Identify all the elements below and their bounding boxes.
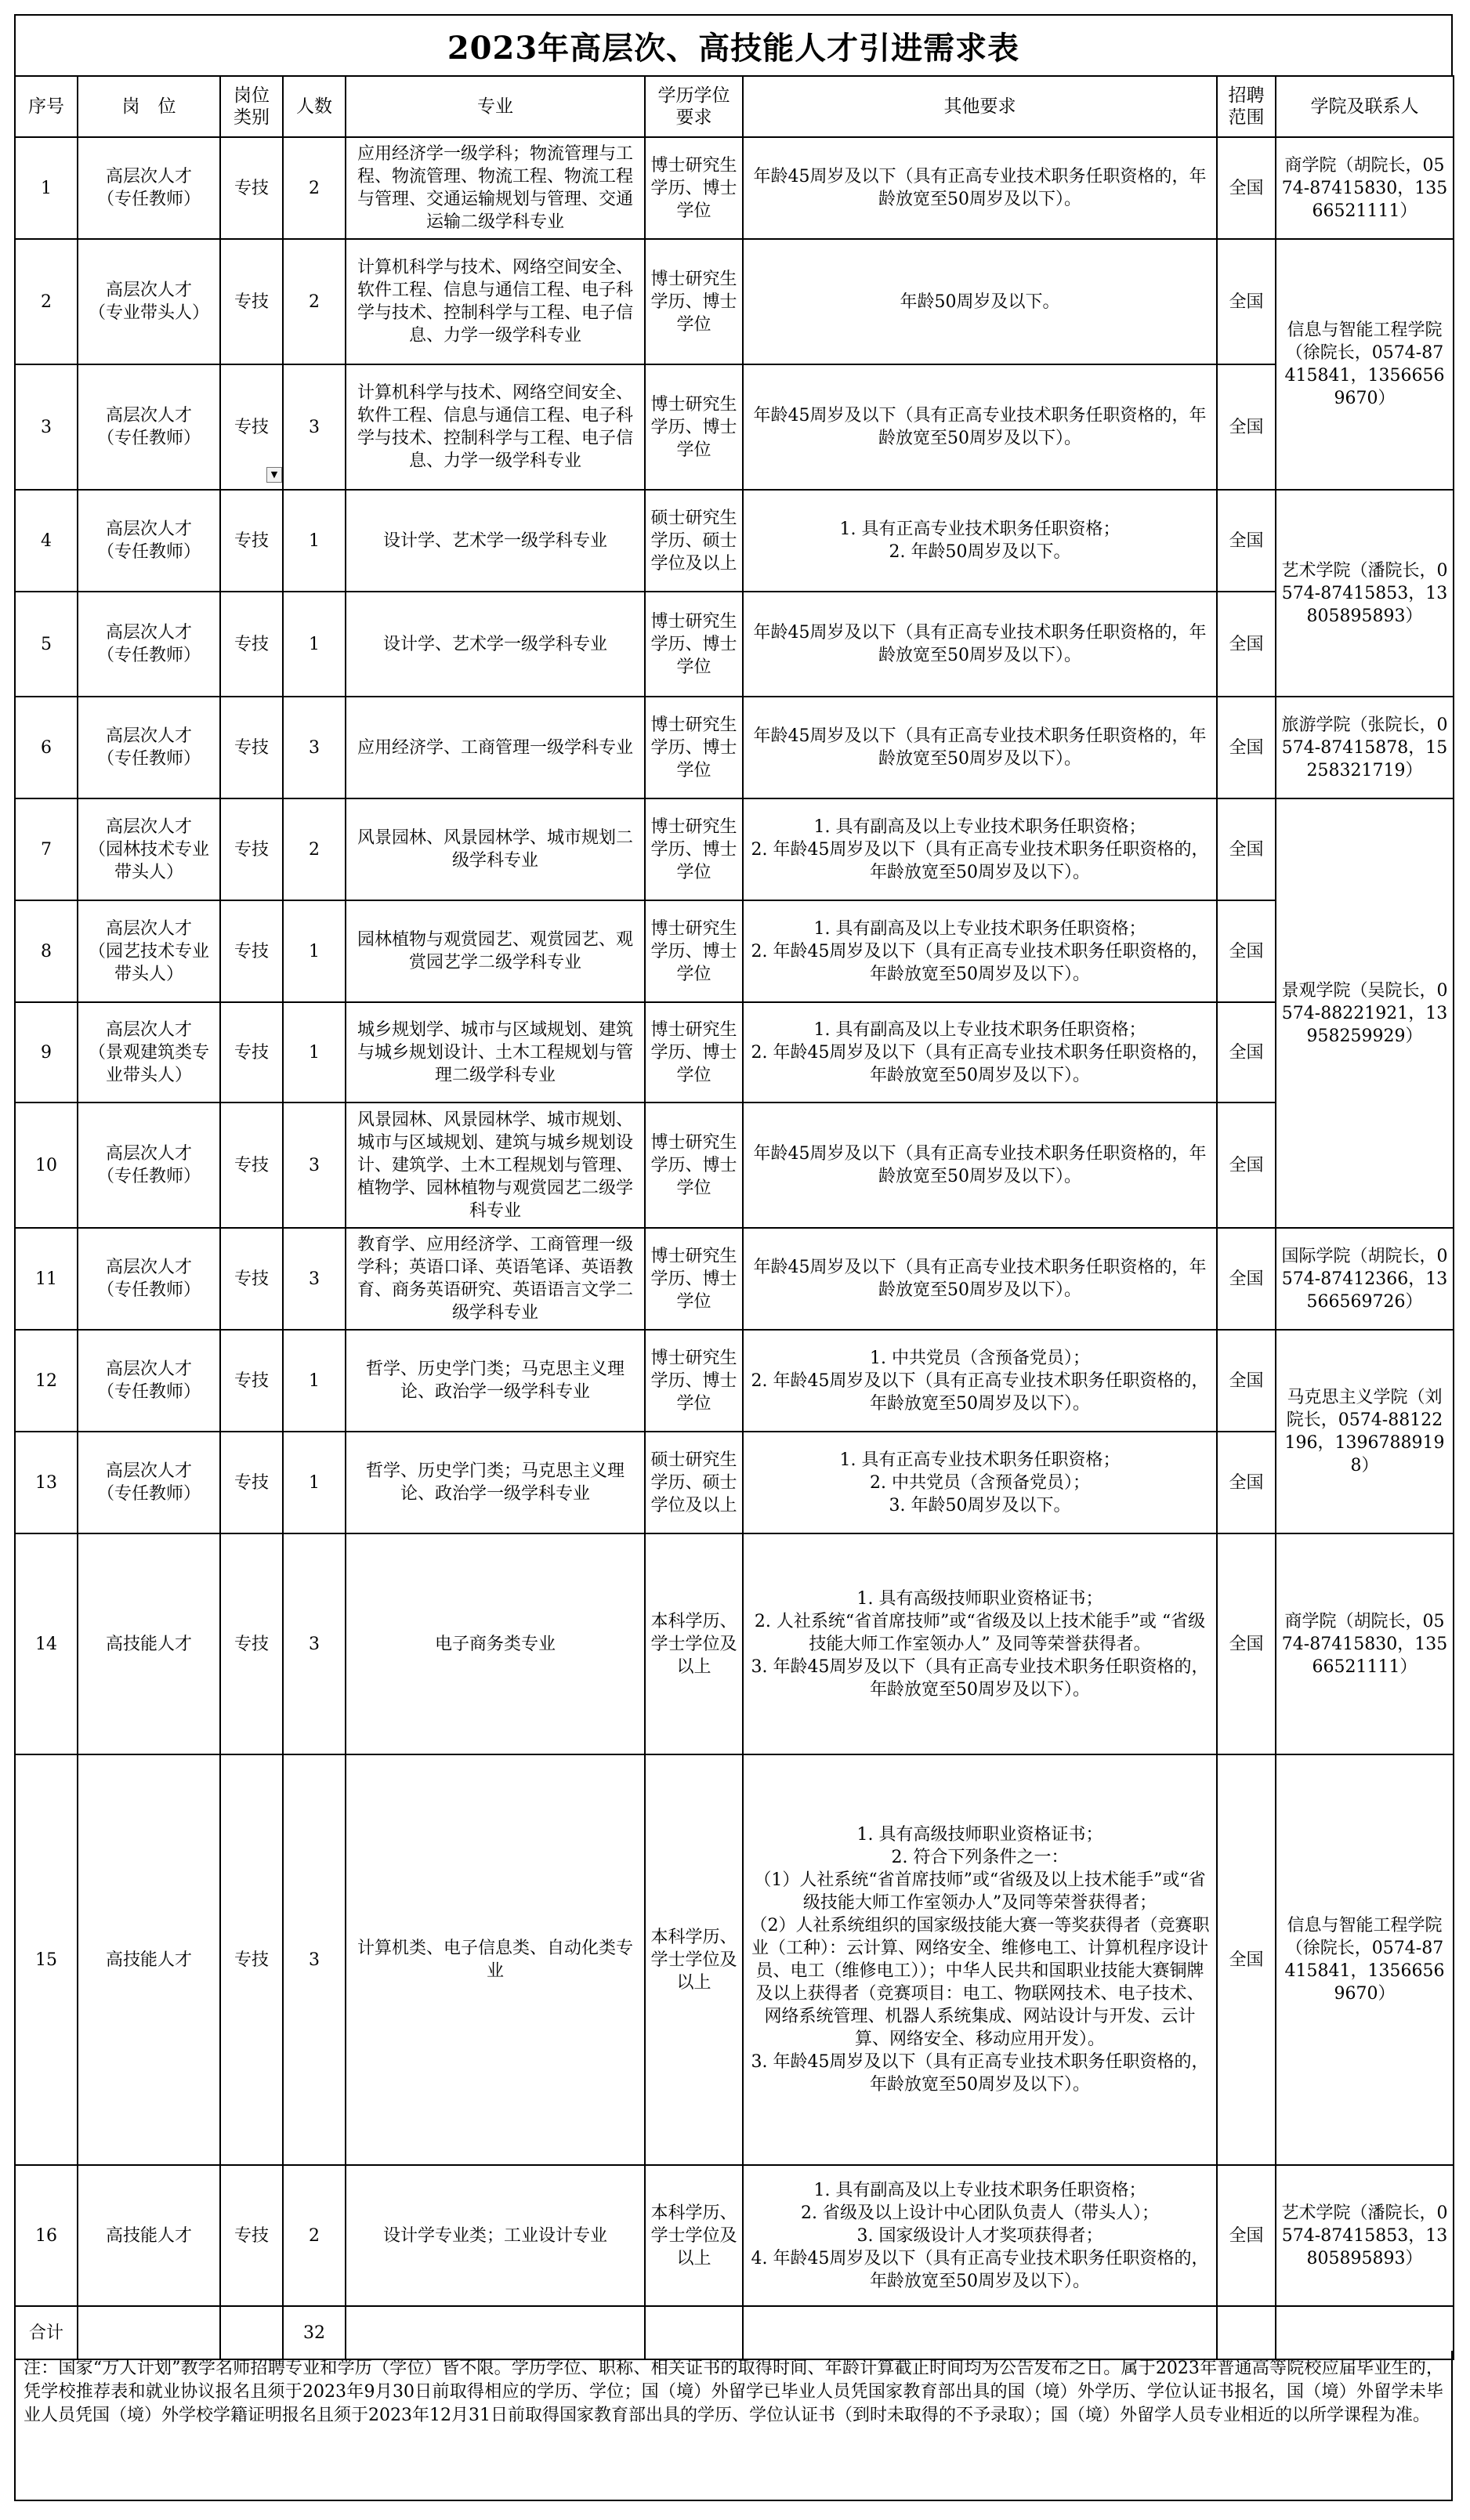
cell-other: 年龄45周岁及以下（具有正高专业技术职务任职资格的，年龄放宽至50周岁及以下）。 — [743, 364, 1217, 490]
cell-no: 14 — [15, 1533, 78, 1754]
cell-post: 高技能人才 — [78, 2165, 220, 2306]
cell-no: 6 — [15, 697, 78, 798]
cell-degree: 博士研究生学历、博士学位 — [645, 900, 743, 1002]
cell-major: 哲学、历史学门类；马克思主义理论、政治学一级学科专业 — [346, 1330, 645, 1432]
cell-category: 专技 — [220, 1432, 283, 1533]
cell-post: 高技能人才 — [78, 1754, 220, 2165]
header-contact: 学院及联系人 — [1276, 76, 1454, 137]
cell-degree: 本科学历、学士学位及以上 — [645, 2165, 743, 2306]
cell-other: 年龄45周岁及以下（具有正高专业技术职务任职资格的，年龄放宽至50周岁及以下）。 — [743, 1102, 1217, 1228]
cell-degree: 硕士研究生学历、硕士学位及以上 — [645, 1432, 743, 1533]
cell-major: 城乡规划学、城市与区域规划、建筑与城乡规划设计、土木工程规划与管理二级学科专业 — [346, 1002, 645, 1102]
cell-category: 专技 — [220, 900, 283, 1002]
cell-no: 16 — [15, 2165, 78, 2306]
cell-major: 计算机类、电子信息类、自动化类专业 — [346, 1754, 645, 2165]
cell-category: 专技 — [220, 798, 283, 900]
table-row — [15, 1002, 1454, 1102]
cell-other: 1. 具有高级技师职业资格证书； 2. 符合下列条件之一： （1）人社系统“省首席技师”或“省级及以上技术能手”或“省级技能大师工作室领办人”及同等荣誉获得者； （2）人社系统组织的国家级技能大赛一等奖获得者（竞赛职业（工种）：云计算、网络安全、维修电工、计算机程序设计员、电工（维修电工））；中华人民共和国职业技能大赛铜牌及以上获得者（竞赛项目：电工、物联网技术、电子技术、网络系统管理、机器人系统集成、网站设计与开发、云计算、网络安全、移动应用开发）。 3. 年龄45周岁及以下（具有正高专业技术职务任职资格的，年龄放宽至50周岁及以下）。 — [743, 1754, 1217, 2165]
cell-no: 1 — [15, 137, 78, 239]
cell-scope: 全国 — [1217, 1002, 1276, 1102]
cell-other: 1. 具有副高及以上专业技术职务任职资格； 2. 年龄45周岁及以下（具有正高专业技术职务任职资格的，年龄放宽至50周岁及以下）。 — [743, 1002, 1217, 1102]
cell-scope: 全国 — [1217, 137, 1276, 239]
header-category: 岗位类别 — [220, 76, 283, 137]
header-no: 序号 — [15, 76, 78, 137]
table-row — [15, 1228, 1454, 1330]
cell-post: 高层次人才 （园艺技术专业带头人） — [78, 900, 220, 1002]
cell-scope: 全国 — [1217, 364, 1276, 490]
cell-post: 高层次人才 （专任教师） — [78, 592, 220, 697]
table-row — [15, 1330, 1454, 1432]
cell-major: 设计学、艺术学一级学科专业 — [346, 490, 645, 592]
cell-other: 1. 具有正高专业技术职务任职资格； 2. 年龄50周岁及以下。 — [743, 490, 1217, 592]
total-label: 合计 — [15, 2306, 78, 2359]
cell-post: 高层次人才 （园林技术专业带头人） — [78, 798, 220, 900]
cell-major: 计算机科学与技术、网络空间安全、软件工程、信息与通信工程、电子科学与技术、控制科学与工程、电子信息、力学一级学科专业 — [346, 364, 645, 490]
header-count: 人数 — [283, 76, 346, 137]
cell-contact: 艺术学院（潘院长，0574-87415853，13805895893） — [1276, 490, 1454, 697]
cell-scope: 全国 — [1217, 1754, 1276, 2165]
cell-category: 专技 — [220, 1002, 283, 1102]
cell-post: 高技能人才 — [78, 1533, 220, 1754]
cell-other: 年龄45周岁及以下（具有正高专业技术职务任职资格的，年龄放宽至50周岁及以下）。 — [743, 697, 1217, 798]
cell-category: 专技 — [220, 2165, 283, 2306]
cell-count: 1 — [283, 1330, 346, 1432]
cell-category: 专技 — [220, 364, 283, 490]
cell-count: 1 — [283, 490, 346, 592]
table-row — [15, 364, 1454, 490]
cell-degree: 博士研究生学历、博士学位 — [645, 798, 743, 900]
table-row — [15, 798, 1454, 900]
cell-degree: 博士研究生学历、博士学位 — [645, 137, 743, 239]
cell-post: 高层次人才 （专业带头人） — [78, 239, 220, 364]
cell-other: 年龄45周岁及以下（具有正高专业技术职务任职资格的，年龄放宽至50周岁及以下）。 — [743, 592, 1217, 697]
cell-category: 专技 — [220, 1754, 283, 2165]
cell-other: 1. 具有副高及以上专业技术职务任职资格； 2. 年龄45周岁及以下（具有正高专业技术职务任职资格的，年龄放宽至50周岁及以下）。 — [743, 900, 1217, 1002]
cell-degree: 本科学历、学士学位及以上 — [645, 1533, 743, 1754]
cell-degree: 博士研究生学历、博士学位 — [645, 1330, 743, 1432]
page-title: 2023年高层次、高技能人才引进需求表 — [14, 14, 1453, 75]
cell-other: 年龄50周岁及以下。 — [743, 239, 1217, 364]
cell-count: 2 — [283, 798, 346, 900]
cell-major: 应用经济学一级学科；物流管理与工程、物流管理、物流工程、物流工程与管理、交通运输规划与管理、交通运输二级学科专业 — [346, 137, 645, 239]
cell-other: 1. 中共党员（含预备党员）； 2. 年龄45周岁及以下（具有正高专业技术职务任职资格的，年龄放宽至50周岁及以下）。 — [743, 1330, 1217, 1432]
cell-scope: 全国 — [1217, 1102, 1276, 1228]
cell-scope: 全国 — [1217, 1432, 1276, 1533]
cell-contact: 马克思主义学院（刘院长，0574-88122196，13967889198） — [1276, 1330, 1454, 1533]
cell-no: 15 — [15, 1754, 78, 2165]
cell-degree: 硕士研究生学历、硕士学位及以上 — [645, 490, 743, 592]
cell-scope: 全国 — [1217, 900, 1276, 1002]
cell-count: 3 — [283, 697, 346, 798]
cell-count: 1 — [283, 1432, 346, 1533]
cell-no: 9 — [15, 1002, 78, 1102]
cell-count: 3 — [283, 364, 346, 490]
cell-category: 专技 — [220, 1102, 283, 1228]
table-row — [15, 697, 1454, 798]
cell-scope: 全国 — [1217, 1330, 1276, 1432]
cell-no: 7 — [15, 798, 78, 900]
cell-major: 哲学、历史学门类；马克思主义理论、政治学一级学科专业 — [346, 1432, 645, 1533]
cell-contact: 艺术学院（潘院长，0574-87415853，13805895893） — [1276, 2165, 1454, 2306]
table-row — [15, 2165, 1454, 2306]
cell-count: 3 — [283, 1533, 346, 1754]
cell-scope: 全国 — [1217, 1228, 1276, 1330]
cell-post: 高层次人才 （专任教师） — [78, 1432, 220, 1533]
cell-post: 高层次人才 （专任教师） — [78, 1228, 220, 1330]
cell-count: 3 — [283, 1754, 346, 2165]
cell-major: 应用经济学、工商管理一级学科专业 — [346, 697, 645, 798]
cell-contact: 国际学院（胡院长，0574-87412366，13566569726） — [1276, 1228, 1454, 1330]
header-other: 其他要求 — [743, 76, 1217, 137]
cell-contact: 景观学院（吴院长，0574-88221921，13958259929） — [1276, 798, 1454, 1228]
cell-degree: 博士研究生学历、博士学位 — [645, 1102, 743, 1228]
cell-degree: 博士研究生学历、博士学位 — [645, 697, 743, 798]
cell-other: 1. 具有副高及以上专业技术职务任职资格； 2. 年龄45周岁及以下（具有正高专业技术职务任职资格的，年龄放宽至50周岁及以下）。 — [743, 798, 1217, 900]
cell-major: 电子商务类专业 — [346, 1533, 645, 1754]
table-row — [15, 1754, 1454, 2165]
cell-no: 12 — [15, 1330, 78, 1432]
cell-scope: 全国 — [1217, 2165, 1276, 2306]
cell-no: 10 — [15, 1102, 78, 1228]
cell-scope: 全国 — [1217, 490, 1276, 592]
table-row — [15, 592, 1454, 697]
header-major: 专业 — [346, 76, 645, 137]
cell-major: 风景园林、风景园林学、城市规划、城市与区域规划、建筑与城乡规划设计、建筑学、土木工程规划与管理、植物学、园林植物与观赏园艺二级学科专业 — [346, 1102, 645, 1228]
cell-category: 专技 — [220, 1228, 283, 1330]
cell-count: 3 — [283, 1102, 346, 1228]
table-row — [15, 1432, 1454, 1533]
cell-no: 13 — [15, 1432, 78, 1533]
cell-category: 专技 — [220, 239, 283, 364]
table-row — [15, 239, 1454, 364]
cell-no: 8 — [15, 900, 78, 1002]
cell-contact: 商学院（胡院长，0574-87415830，13566521111） — [1276, 137, 1454, 239]
header-degree: 学历学位要求 — [645, 76, 743, 137]
cell-other: 年龄45周岁及以下（具有正高专业技术职务任职资格的，年龄放宽至50周岁及以下）。 — [743, 1228, 1217, 1330]
footnote: 注：国家“万人计划”教学名师招聘专业和学历（学位）皆不限。学历学位、职称、相关证书的取得时间、年龄计算截止时间均为公告发布之日。属于2023年普通高等院校应届毕业生的，凭学校推荐表和就业协议报名且须于2023年9月30日前取得相应的学历、学位；国（境）外留学已毕业人员凭国家教育部出具的国（境）外学历、学位认证书报名，国（境）外留学未毕业人员凭国（境）外学校学籍证明报名且须于2023年12月31日前取得国家教育部出具的学历、学位认证书（到时未取得的不予录取）；国（境）外留学人员专业相近的以所学课程为准。 — [14, 2351, 1453, 2501]
cell-post: 高层次人才 （专任教师） — [78, 137, 220, 239]
header-row — [15, 76, 1454, 137]
cell-contact: 信息与智能工程学院（徐院长，0574-87415841，13566569670） — [1276, 239, 1454, 490]
cell-no: 5 — [15, 592, 78, 697]
cell-degree: 博士研究生学历、博士学位 — [645, 592, 743, 697]
cell-post: 高层次人才 （专任教师） — [78, 1102, 220, 1228]
table-row — [15, 137, 1454, 239]
cell-count: 1 — [283, 1002, 346, 1102]
cell-scope: 全国 — [1217, 697, 1276, 798]
cell-contact: 旅游学院（张院长，0574-87415878，15258321719） — [1276, 697, 1454, 798]
header-scope: 招聘范围 — [1217, 76, 1276, 137]
cell-scope: 全国 — [1217, 1533, 1276, 1754]
cell-degree: 博士研究生学历、博士学位 — [645, 1228, 743, 1330]
total-count: 32 — [283, 2306, 346, 2359]
cell-category: 专技 — [220, 592, 283, 697]
header-post: 岗 位 — [78, 76, 220, 137]
table-row — [15, 1533, 1454, 1754]
cell-major: 设计学专业类；工业设计专业 — [346, 2165, 645, 2306]
cell-other: 1. 具有副高及以上专业技术职务任职资格； 2. 省级及以上设计中心团队负责人（带头人）； 3. 国家级设计人才奖项获得者； 4. 年龄45周岁及以下（具有正高专业技术职务任职资格的，年龄放宽至50周岁及以下）。 — [743, 2165, 1217, 2306]
cell-degree: 博士研究生学历、博士学位 — [645, 239, 743, 364]
cell-post: 高层次人才 （专任教师） — [78, 490, 220, 592]
cell-count: 2 — [283, 137, 346, 239]
cell-scope: 全国 — [1217, 798, 1276, 900]
cell-count: 3 — [283, 1228, 346, 1330]
cell-post: 高层次人才 （专任教师） — [78, 364, 220, 490]
cell-count: 1 — [283, 592, 346, 697]
cell-major: 设计学、艺术学一级学科专业 — [346, 592, 645, 697]
cell-other: 1. 具有正高专业技术职务任职资格； 2. 中共党员（含预备党员）； 3. 年龄50周岁及以下。 — [743, 1432, 1217, 1533]
table-row — [15, 490, 1454, 592]
cell-degree: 博士研究生学历、博士学位 — [645, 1002, 743, 1102]
cell-contact: 信息与智能工程学院（徐院长，0574-87415841，13566569670） — [1276, 1754, 1454, 2165]
cell-contact: 商学院（胡院长，0574-87415830，13566521111） — [1276, 1533, 1454, 1754]
recruitment-table — [14, 75, 1454, 2360]
cell-category: 专技 — [220, 490, 283, 592]
cell-category: 专技 — [220, 1533, 283, 1754]
cell-scope: 全国 — [1217, 592, 1276, 697]
cell-post: 高层次人才 （景观建筑类专业带头人） — [78, 1002, 220, 1102]
cell-degree: 博士研究生学历、博士学位 — [645, 364, 743, 490]
cell-count: 2 — [283, 2165, 346, 2306]
cell-other: 年龄45周岁及以下（具有正高专业技术职务任职资格的，年龄放宽至50周岁及以下）。 — [743, 137, 1217, 239]
cell-category: 专技 — [220, 697, 283, 798]
cell-no: 4 — [15, 490, 78, 592]
dropdown-arrow-icon[interactable]: ▼ — [266, 467, 282, 483]
table-row — [15, 900, 1454, 1002]
cell-major: 计算机科学与技术、网络空间安全、软件工程、信息与通信工程、电子科学与技术、控制科学与工程、电子信息、力学一级学科专业 — [346, 239, 645, 364]
cell-no: 2 — [15, 239, 78, 364]
cell-count: 1 — [283, 900, 346, 1002]
cell-post: 高层次人才 （专任教师） — [78, 1330, 220, 1432]
cell-major: 园林植物与观赏园艺、观赏园艺、观赏园艺学二级学科专业 — [346, 900, 645, 1002]
cell-other: 1. 具有高级技师职业资格证书； 2. 人社系统“省首席技师”或“省级及以上技术能手”或 “省级技能大师工作室领办人” 及同等荣誉获得者。 3. 年龄45周岁及以下（具有正高专业技术职务任职资格的，年龄放宽至50周岁及以下）。 — [743, 1533, 1217, 1754]
cell-scope: 全国 — [1217, 239, 1276, 364]
cell-major: 教育学、应用经济学、工商管理一级学科；英语口译、英语笔译、英语教育、商务英语研究、英语语言文学二级学科专业 — [346, 1228, 645, 1330]
cell-no: 11 — [15, 1228, 78, 1330]
cell-major: 风景园林、风景园林学、城市规划二级学科专业 — [346, 798, 645, 900]
cell-post: 高层次人才 （专任教师） — [78, 697, 220, 798]
cell-category: 专技 — [220, 1330, 283, 1432]
cell-count: 2 — [283, 239, 346, 364]
cell-degree: 本科学历、学士学位及以上 — [645, 1754, 743, 2165]
cell-no: 3 — [15, 364, 78, 490]
cell-category: 专技 — [220, 137, 283, 239]
table-row — [15, 1102, 1454, 1228]
